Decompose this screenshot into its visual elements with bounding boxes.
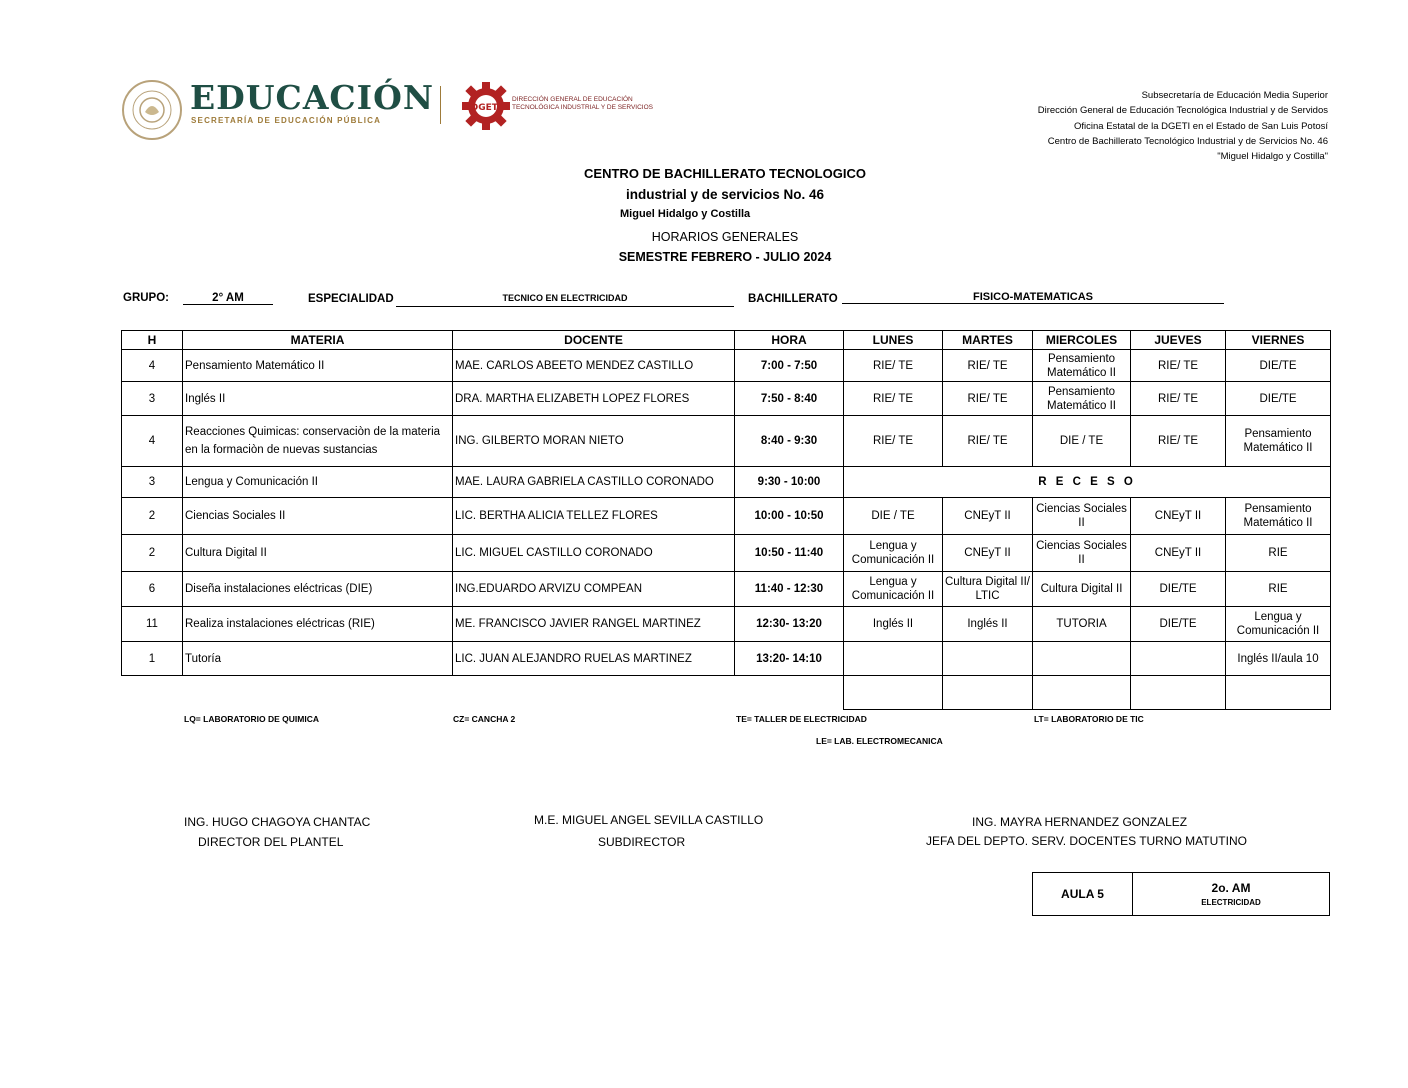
especialidad-label: ESPECIALIDAD — [308, 293, 394, 305]
legend-lq: LQ= LABORATORIO DE QUIMICA — [184, 714, 319, 724]
aula-group-cell — [1133, 873, 1330, 916]
legend-le: LE= LAB. ELECTROMECANICA — [816, 736, 943, 746]
signature-name-jefa: ING. MAYRA HERNANDEZ GONZALEZ — [972, 815, 1188, 829]
dgeti-gear-logo — [462, 80, 510, 132]
school-subtitle: industrial y de servicios No. 46 — [625, 187, 825, 202]
col-header: DOCENTE — [453, 331, 735, 350]
header-line: "Miguel Hidalgo y Costilla" — [1217, 151, 1328, 163]
header-line: Oficina Estatal de la DGETI en el Estado de San Luis Potosí — [1074, 120, 1328, 132]
signature-name-director: ING. HUGO CHAGOYA CHANTAC — [184, 815, 371, 829]
grupo-value: 2° AM — [183, 292, 273, 305]
especialidad-value: TECNICO EN ELECTRICIDAD — [396, 293, 734, 307]
signature-role-director: DIRECTOR DEL PLANTEL — [198, 835, 344, 849]
table-row: 3 Inglés II DRA. MARTHA ELIZABETH LOPEZ FLORES 7:50 - 8:40 RIE/ TE RIE/ TE Pensamiento Matemático II RIE/ TE DIE/TE — [122, 382, 1331, 416]
col-header: MIERCOLES — [1033, 331, 1131, 350]
header-line: Centro de Bachillerato Tecnológico Industrial y de Servicios No. 46 — [1047, 135, 1328, 147]
table-row: 2 Cultura Digital II LIC. MIGUEL CASTILLO CORONADO 10:50 - 11:40 Lengua y Comunicación II CNEyT II Ciencias Sociales II CNEyT II RIE — [122, 535, 1331, 572]
grupo-label: GRUPO: — [123, 292, 169, 304]
col-header: JUEVES — [1131, 331, 1226, 350]
table-row: 2 Ciencias Sociales II LIC. BERTHA ALICIA TELLEZ FLORES 10:00 - 10:50 DIE / TE CNEyT II Ciencias Sociales II CNEyT II Pensamiento Matemático II — [122, 498, 1331, 535]
header-line: Dirección General de Educación Tecnológica Industrial y de Servidos — [1037, 105, 1328, 117]
legend-lt: LT= LABORATORIO DE TIC — [1034, 714, 1144, 724]
col-header: VIERNES — [1226, 331, 1331, 350]
bachillerato-label: BACHILLERATO — [748, 293, 838, 305]
signature-role-subdirector: SUBDIRECTOR — [598, 835, 686, 849]
dgeti-emblem-text: DGETI — [470, 103, 502, 113]
aula-group: 2o. AM — [1211, 881, 1251, 895]
table-row: 1 Tutoría LIC. JUAN ALEJANDRO RUELAS MARTINEZ 13:20- 14:10 Inglés II/aula 10 — [122, 642, 1331, 676]
signature-role-jefa: JEFA DEL DEPTO. SERV. DOCENTES TURNO MATUTINO — [926, 834, 1247, 848]
schedule-title: HORARIOS GENERALES — [651, 230, 799, 244]
table-row: 4 Reacciones Quimicas: conservaciòn de la materia en la formaciòn de nuevas sustancias ING. GILBERTO MORAN NIETO 8:40 - 9:30 RIE/ TE RIE/ TE DIE / TE RIE/ TE Pensamiento Matemático II — [122, 416, 1331, 467]
bachillerato-value: FISICO-MATEMATICAS — [842, 291, 1224, 304]
signature-name-subdirector: M.E. MIGUEL ANGEL SEVILLA CASTILLO — [534, 813, 764, 827]
institution-header — [1038, 88, 1328, 164]
school-title: CENTRO DE BACHILLERATO TECNOLOGICO — [584, 166, 866, 181]
col-header: H — [122, 331, 183, 350]
table-row: 6 Diseña instalaciones eléctricas (DIE) ING.EDUARDO ARVIZU COMPEAN 11:40 - 12:30 Lengua y Comunicación II Cultura Digital II/ LTIC Cultura Digital II DIE/TE RIE — [122, 572, 1331, 607]
legend-te: TE= TALLER DE ELECTRICIDAD — [736, 714, 867, 724]
semester-title: SEMESTRE FEBRERO - JULIO 2024 — [618, 250, 832, 264]
legend-cz: CZ= CANCHA 2 — [453, 714, 516, 724]
dgeti-text: DIRECCIÓN GENERAL DE EDUCACIÓN TECNOLÓGICA INDUSTRIAL Y DE SERVICIOS — [512, 96, 653, 111]
header-line: Subsecretaría de Educación Media Superior — [1141, 90, 1328, 101]
col-header: LUNES — [844, 331, 943, 350]
logo-subtitle: SECRETARÍA DE EDUCACIÓN PÚBLICA — [191, 116, 382, 125]
table-row: 11 Realiza instalaciones eléctricas (RIE) ME. FRANCISCO JAVIER RANGEL MARTINEZ 12:30- 13:20 Inglés II Inglés II TUTORIA DIE/TE Lengua y Comunicación II — [122, 607, 1331, 642]
table-row: 4 Pensamiento Matemático II MAE. CARLOS ABEETO MENDEZ CASTILLO 7:00 - 7:50 RIE/ TE RIE/ TE Pensamiento Matemático II RIE/ TE DIE/TE — [122, 350, 1331, 382]
receso-cell: R E C E S O — [844, 467, 1331, 498]
school-name: Miguel Hidalgo y Costilla — [620, 208, 751, 220]
col-header: MARTES — [943, 331, 1033, 350]
logo-title: EDUCACIÓN — [190, 78, 435, 117]
col-header: HORA — [735, 331, 844, 350]
table-row: 3 Lengua y Comunicación II MAE. LAURA GABRIELA CASTILLO CORONADO 9:30 - 10:00 R E C E S O — [122, 467, 1331, 498]
table-header-row — [122, 331, 1331, 350]
aula-specialty: ELECTRICIDAD — [1201, 898, 1261, 907]
col-header: MATERIA — [183, 331, 453, 350]
aula-label: AULA 5 — [1033, 873, 1133, 916]
aula-box — [1032, 872, 1330, 916]
schedule-table — [121, 330, 1331, 710]
mexico-seal-logo — [122, 80, 182, 140]
table-blank-row — [122, 676, 1331, 710]
logo-divider — [440, 86, 441, 124]
